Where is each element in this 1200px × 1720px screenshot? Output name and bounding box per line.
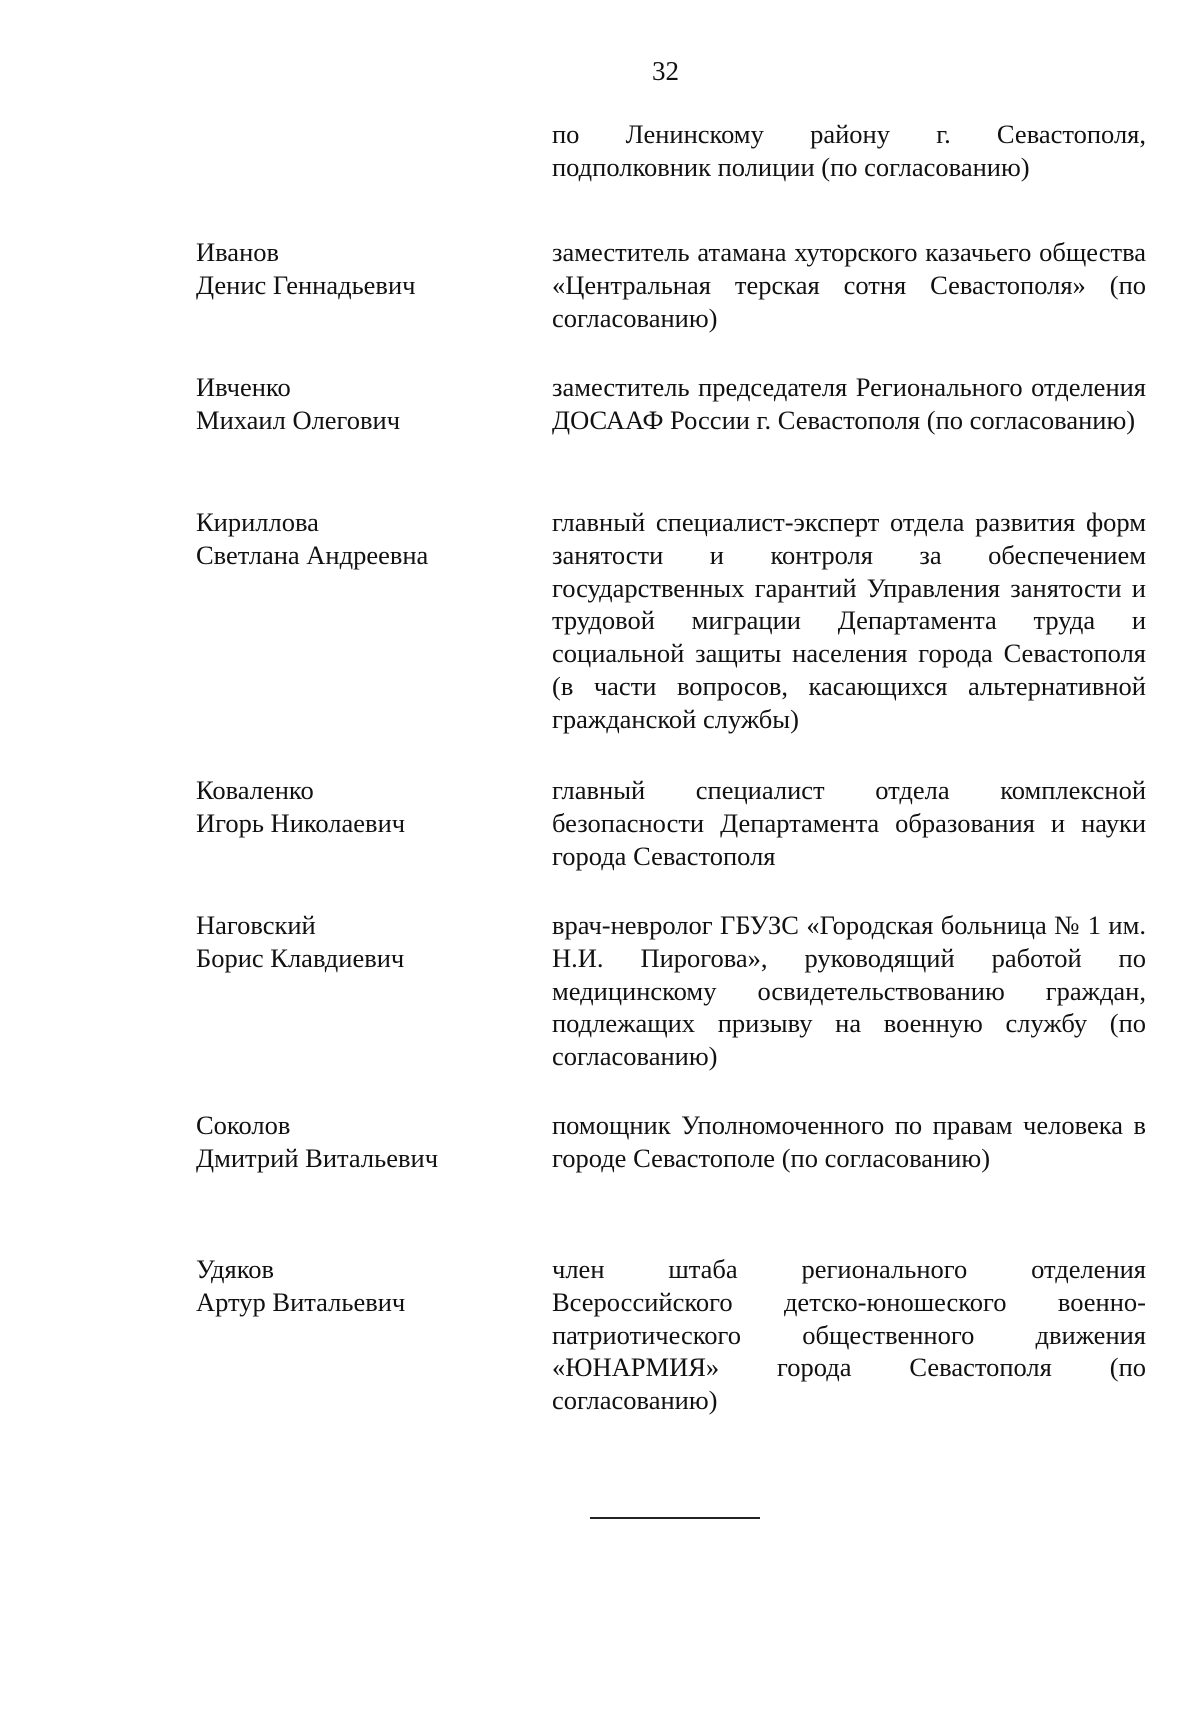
member-position: помощник Уполномоченного по правам человека в городе Севастополе (по согласованию) bbox=[552, 1110, 1146, 1173]
end-of-list-rule bbox=[590, 1517, 760, 1519]
member-name bbox=[196, 371, 516, 437]
member-given-names: Игорь Николаевич bbox=[196, 807, 406, 838]
member-name bbox=[196, 909, 516, 975]
member-surname: Наговский bbox=[196, 910, 316, 940]
member-surname: Иванов bbox=[196, 237, 280, 267]
member-name bbox=[196, 506, 516, 572]
member-position: главный специалист отдела комплексной безопасности Департамента образования и науки города Севастополя bbox=[552, 775, 1146, 871]
member-position: заместитель атамана хуторского казачьего общества «Центральная терская сотня Севастополя» (по согласованию) bbox=[552, 237, 1146, 333]
member-position: заместитель председателя Регионального отделения ДОСААФ России г. Севастополя (по согласованию) bbox=[552, 372, 1146, 435]
member-position: врач-невролог ГБУЗС «Городская больница № 1 им. Н.И. Пирогова», руководящий работой по медицинскому освидетельствованию граждан, подлежащих призыву на военную службу (по согласованию) bbox=[552, 910, 1146, 1072]
member-given-names: Денис Геннадьевич bbox=[196, 269, 416, 300]
member-position: главный специалист-эксперт отдела развития форм занятости и контроля за обеспечением государственных гарантий Управления занятости и трудовой миграции Департамента труда и социальной защиты населения города Севастополя (в части вопросов, касающихся альтернативной гражданской службы) bbox=[552, 507, 1146, 734]
member-surname: Удяков bbox=[196, 1254, 275, 1284]
member-given-names: Дмитрий Витальевич bbox=[196, 1142, 439, 1173]
member-position: член штаба регионального отделения Всероссийского детско-юношеского военно-патриотического общественного движения «ЮНАРМИЯ» города Севастополя (по согласованию) bbox=[552, 1254, 1146, 1416]
member-given-names: Светлана Андреевна bbox=[196, 539, 429, 570]
member-given-names: Михаил Олегович bbox=[196, 404, 401, 435]
member-given-names: Борис Клавдиевич bbox=[196, 942, 405, 973]
member-given-names: Артур Витальевич bbox=[196, 1286, 406, 1317]
member-surname: Коваленко bbox=[196, 775, 314, 805]
member-name bbox=[196, 774, 516, 840]
member-name bbox=[196, 1253, 516, 1319]
member-surname: Ивченко bbox=[196, 372, 291, 402]
page-number: 32 bbox=[652, 56, 679, 86]
member-name bbox=[196, 236, 516, 302]
member-surname: Соколов bbox=[196, 1110, 291, 1140]
member-name bbox=[196, 1109, 516, 1175]
member-surname: Кириллова bbox=[196, 507, 319, 537]
continued-position-text: по Ленинскому району г. Севастополя, подполковник полиции (по согласованию) bbox=[552, 119, 1146, 182]
